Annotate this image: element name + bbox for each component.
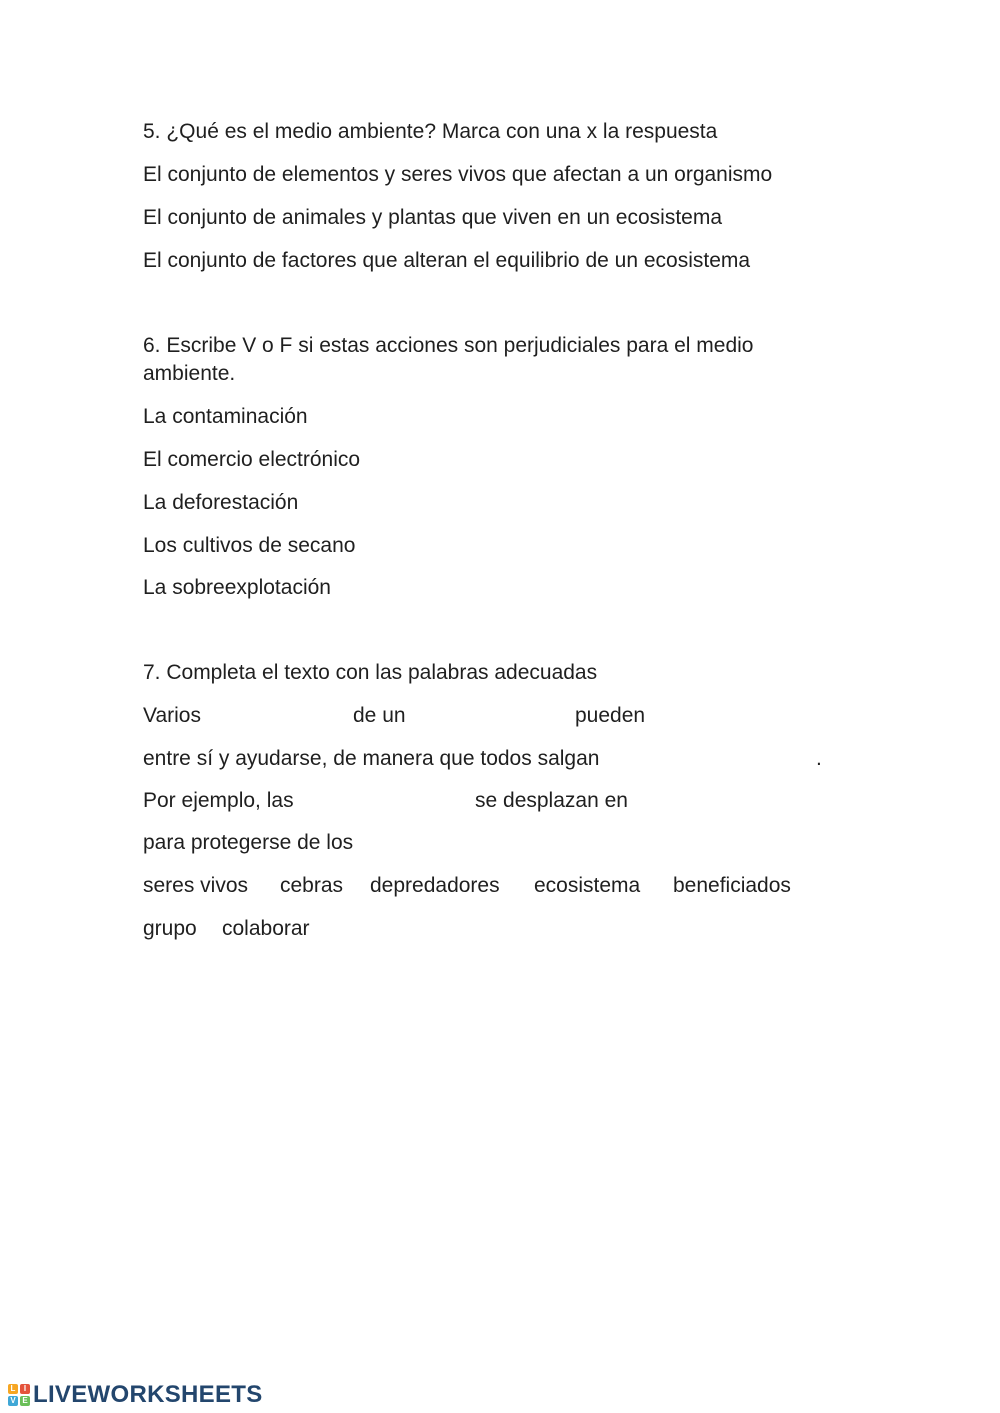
word-bank-item[interactable]: beneficiados [673,874,791,897]
logo-tile: E [20,1396,30,1406]
logo-tiles-icon [8,1384,30,1406]
word-bank-item[interactable]: ecosistema [534,874,641,897]
q7-line3-b: se desplazan en [475,789,628,812]
q7-line2-a: entre sí y ayudarse, de manera que todos salgan [143,747,600,770]
q6-item-2: El comercio electrónico [143,448,361,471]
logo-tile: L [8,1384,18,1394]
q7-line1-a: Varios [143,704,201,727]
word-bank-item[interactable]: depredadores [370,874,500,897]
logo-tile: V [8,1396,18,1406]
q7-line4-a: para protegerse de los [143,831,354,854]
q6-title: 6. Escribe V o F si estas acciones son perjudiciales para el medio ambiente. [143,334,754,385]
q7-line2-b: . [816,747,822,770]
liveworksheets-logo [8,1382,263,1408]
q7-title: 7. Completa el texto con las palabras adecuadas [143,661,598,684]
logo-tile: I [20,1384,30,1394]
q6-item-3: La deforestación [143,491,299,514]
q6-item-4: Los cultivos de secano [143,534,356,557]
q7-line3-a: Por ejemplo, las [143,789,294,812]
word-bank-item[interactable]: cebras [280,874,344,897]
word-bank-item[interactable]: grupo [143,917,197,940]
word-bank-item[interactable]: seres vivos [143,874,249,897]
q5-title: 5. ¿Qué es el medio ambiente? Marca con una x la respuesta [143,120,718,143]
q5-option-3[interactable]: El conjunto de factores que alteran el equilibrio de un ecosistema [143,249,751,272]
q6-item-5: La sobreexplotación [143,576,331,599]
q5-option-1[interactable]: El conjunto de elementos y seres vivos que afectan a un organismo [143,163,773,186]
q6-item-1: La contaminación [143,405,308,428]
q5-option-2[interactable]: El conjunto de animales y plantas que viven en un ecosistema [143,206,723,229]
logo-text: LIVEWORKSHEETS [33,1381,263,1408]
q7-line1-c: pueden [575,704,646,727]
q7-line1-b: de un [353,704,406,727]
word-bank-item[interactable]: colaborar [222,917,310,940]
